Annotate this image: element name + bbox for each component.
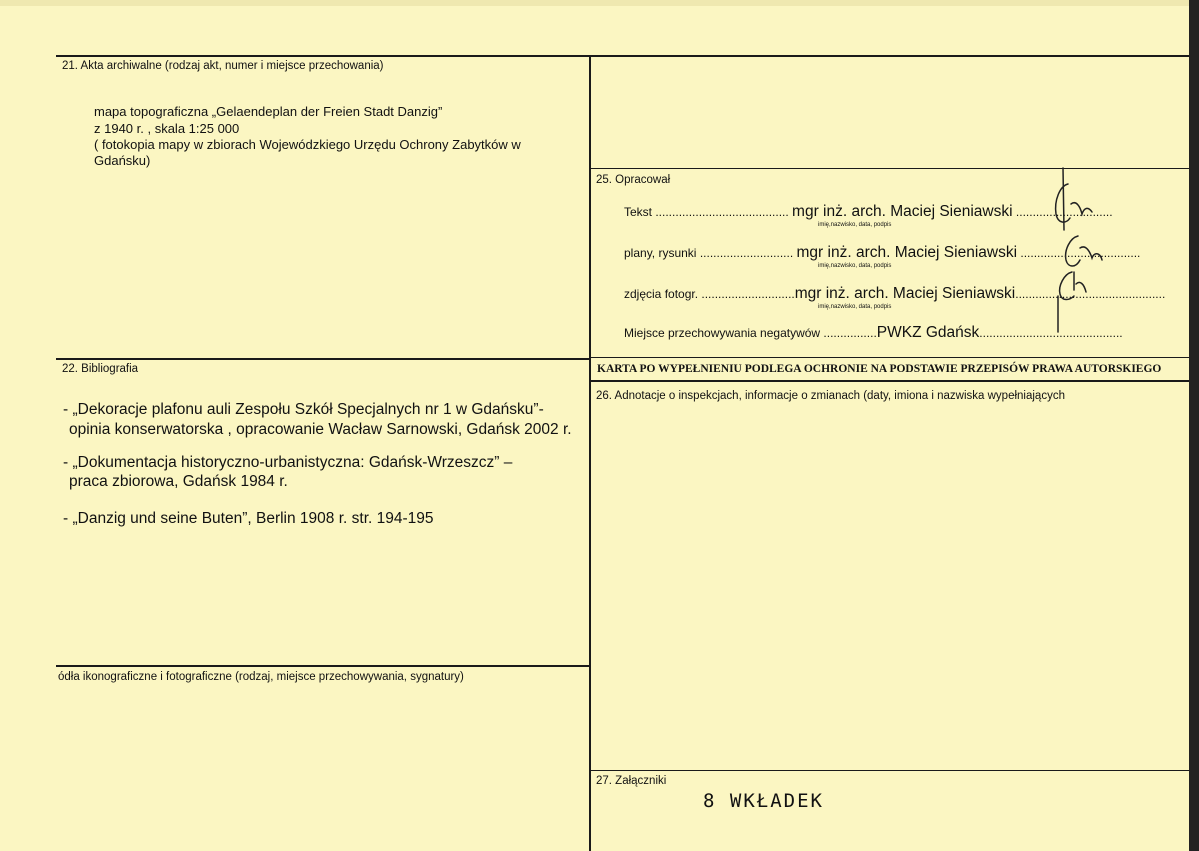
section-21-line: ( fotokopia mapy w zbiorach Wojewódzkiego Urzędu Ochrony Zabytków w	[94, 137, 521, 152]
row-value: PWKZ Gdańsk	[876, 324, 980, 341]
row-caption: imię,nazwisko, data, podpis	[818, 222, 892, 228]
section-22-label: 22. Bibliografia	[62, 363, 139, 375]
top-rule	[56, 55, 1189, 57]
right-rule-27	[590, 770, 1189, 771]
row-value: mgr inż. arch. Maciej Sieniawski	[794, 285, 1016, 302]
row-dots-after: ...........................................	[979, 326, 1123, 340]
row-caption: imię,nazwisko, data, podpis	[818, 304, 892, 310]
row-dots: ................	[820, 326, 877, 340]
paper-top-edge	[0, 0, 1189, 6]
row-field: Miejsce przechowywania negatywów	[624, 326, 821, 340]
row-field: plany, rysunki	[624, 246, 697, 260]
bibliography-entry: opinia konserwatorska , opracowanie Wacław Sarnowski, Gdańsk 2002 r.	[69, 421, 572, 438]
row-field: Tekst	[624, 205, 653, 219]
row-dots: ........................................	[652, 205, 793, 219]
row-dots-after: .............................	[1012, 205, 1113, 219]
right-rule-karta	[590, 357, 1189, 358]
row-caption: imię,nazwisko, data, podpis	[818, 263, 892, 269]
section-21-label: 21. Akta archiwalne (rodzaj akt, numer i miejsce przechowania)	[62, 60, 384, 72]
section-23-label: ódła ikonograficzne i fotograficzne (rodzaj, miejsce przechowywania, sygnatury)	[58, 671, 464, 683]
signature-handwriting	[1030, 160, 1170, 340]
bibliography-entry: praca zbiorowa, Gdańsk 1984 r.	[69, 473, 288, 490]
section-27-label: 27. Załączniki	[596, 775, 667, 787]
row-value: mgr inż. arch. Maciej Sieniawski	[796, 244, 1018, 261]
section-21-line: Gdańsku)	[94, 153, 151, 168]
section-26-label: 26. Adnotacje o inspekcjach, informacje o zmianach (daty, imiona i nazwiska wypełniających	[596, 390, 1065, 402]
row-dots: ............................	[696, 246, 797, 260]
section-21-line: z 1940 r. , skala 1:25 000	[94, 121, 240, 136]
row-dots: ............................	[698, 287, 795, 301]
section-25-label: 25. Opracował	[596, 174, 671, 186]
row-value: mgr inż. arch. Maciej Sieniawski	[792, 203, 1013, 220]
row-field: zdjęcia fotogr.	[624, 287, 699, 301]
right-rule-26	[590, 380, 1189, 382]
copyright-notice: KARTA PO WYPEŁNIENIU PODLEGA OCHRONIE NA PODSTAWIE PRZEPISÓW PRAWA AUTORSKIEGO	[597, 363, 1162, 375]
left-rule-23	[56, 665, 590, 667]
bibliography-entry: - „Dokumentacja historyczno-urbanistyczna: Gdańsk-Wrzeszcz” –	[63, 454, 513, 471]
bibliography-entry: - „Danzig und seine Buten”, Berlin 1908 r. str. 194-195	[63, 510, 434, 527]
section-21-line: mapa topograficzna „Gelaendeplan der Freien Stadt Danzig”	[94, 104, 443, 119]
paper-right-edge	[1189, 0, 1199, 851]
vertical-divider	[589, 55, 591, 851]
row-dots-after: .............................................	[1015, 287, 1166, 301]
row-dots-after: ....................................	[1017, 246, 1141, 260]
left-rule-22	[56, 358, 590, 360]
bibliography-entry: - „Dekoracje plafonu auli Zespołu Szkół Specjalnych nr 1 w Gdańsku”-	[63, 401, 544, 418]
attachments-handwritten: 8 WKŁADEK	[703, 790, 824, 812]
